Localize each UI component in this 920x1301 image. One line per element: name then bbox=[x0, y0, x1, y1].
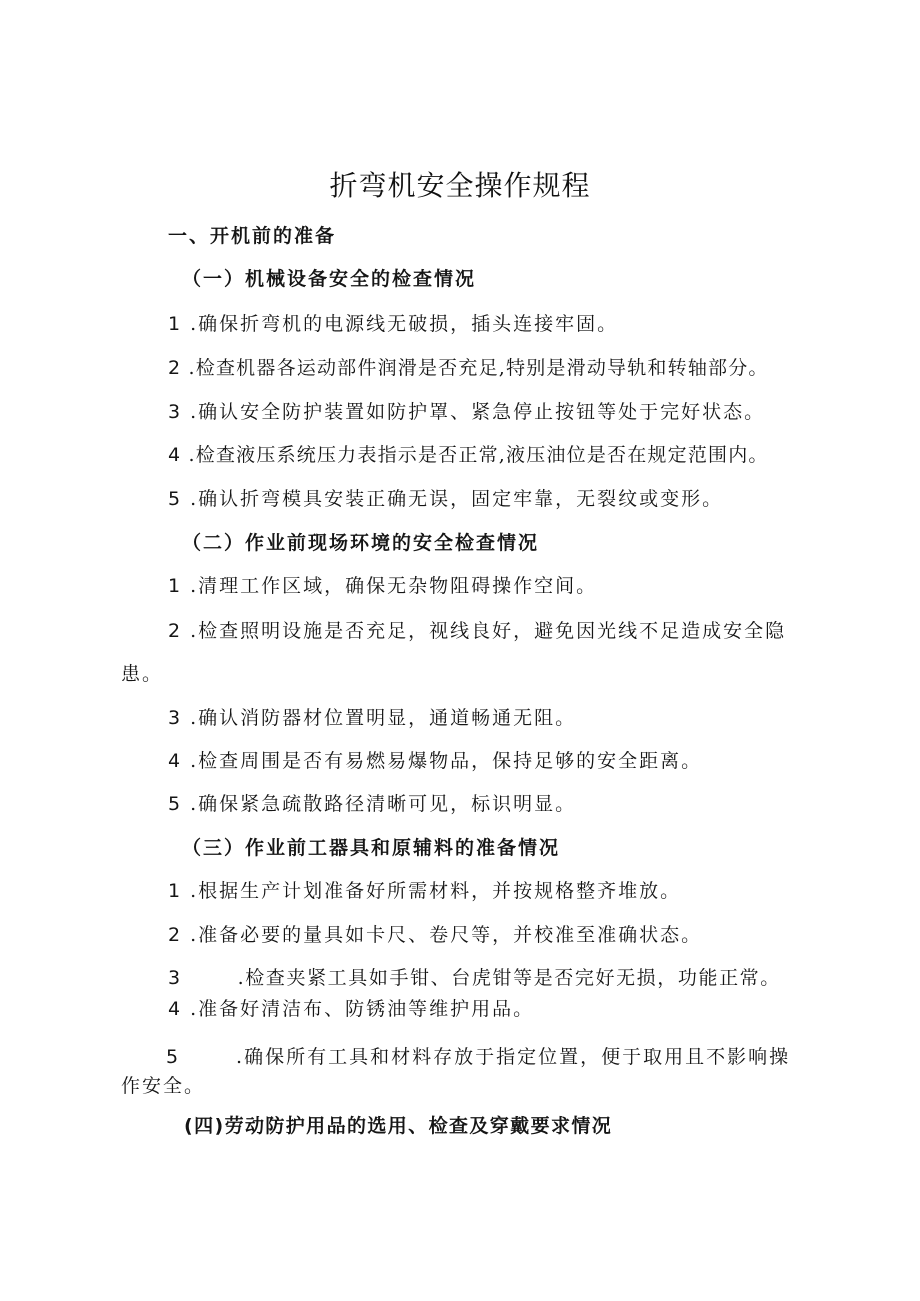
subsection-heading-3: （三）作业前工器具和原辅料的准备情况 bbox=[182, 837, 561, 859]
list-item-number: 2 bbox=[168, 924, 183, 946]
list-item bbox=[168, 877, 681, 905]
subsection-heading-2: （二）作业前现场环境的安全检查情况 bbox=[182, 532, 540, 554]
list-item-number: 3 bbox=[168, 967, 182, 989]
list-item-text: .检查夹紧工具如手钳、台虎钳等是否完好无损，功能正常。 bbox=[237, 967, 781, 989]
list-item-number: 2 bbox=[168, 620, 183, 642]
list-item bbox=[168, 747, 702, 775]
list-item bbox=[168, 704, 576, 732]
section-heading-1: 一、开机前的准备 bbox=[168, 225, 337, 247]
document-title: 折弯机安全操作规程 bbox=[329, 169, 591, 202]
list-item-text: .准备必要的量具如卡尺、卷尺等，并校准至准确状态。 bbox=[190, 924, 703, 946]
list-item bbox=[168, 441, 769, 469]
list-item bbox=[168, 964, 781, 992]
list-item-text: .确保紧急疏散路径清晰可见，标识明显。 bbox=[190, 793, 577, 815]
list-item-text: .检查照明设施是否充足，视线良好，避免因光线不足造成安全隐 bbox=[190, 620, 787, 642]
list-item-number: 5 bbox=[168, 793, 183, 815]
list-item-text: .确认安全防护装置如防护罩、紧急停止按钮等处于完好状态。 bbox=[190, 401, 766, 423]
list-item bbox=[168, 310, 618, 338]
list-item-number: 3 bbox=[168, 401, 183, 423]
list-item-number: 4 bbox=[168, 750, 183, 772]
subsection-heading-4: (四)劳动防护用品的选用、检查及穿戴要求情况 bbox=[184, 1115, 613, 1137]
list-item bbox=[168, 485, 723, 513]
list-item bbox=[168, 921, 702, 949]
list-item bbox=[168, 790, 576, 818]
list-item-number: 5 bbox=[168, 488, 183, 510]
list-item bbox=[168, 995, 534, 1023]
subsection-heading-1: （一）机械设备安全的检查情况 bbox=[182, 268, 477, 290]
list-item-number: 1 bbox=[168, 880, 183, 902]
list-item-text: .确认折弯模具安装正确无误，固定牢靠，无裂纹或变形。 bbox=[190, 488, 724, 510]
list-item bbox=[168, 572, 597, 600]
list-item-text: .根据生产计划准备好所需材料，并按规格整齐堆放。 bbox=[190, 880, 682, 902]
list-item-text: .检查液压系统压力表指示是否正常,液压油位是否在规定范围内。 bbox=[188, 444, 769, 466]
list-item-number: 1 bbox=[168, 313, 183, 335]
list-item-number: 5 bbox=[166, 1046, 181, 1068]
list-item bbox=[168, 617, 786, 645]
list-item bbox=[168, 354, 769, 382]
list-item bbox=[168, 398, 765, 426]
list-item-number: 4 bbox=[168, 444, 182, 466]
list-item-text: .检查机器各运动部件润滑是否充足,特别是滑动导轨和转轴部分。 bbox=[188, 357, 769, 379]
list-item-number: 1 bbox=[168, 575, 183, 597]
list-item-text: .准备好清洁布、防锈油等维护用品。 bbox=[190, 998, 535, 1020]
list-item-continuation: 患。 bbox=[121, 663, 164, 685]
list-item bbox=[166, 1043, 790, 1071]
list-item-continuation: 作安全。 bbox=[121, 1075, 206, 1097]
list-item-text: .清理工作区域，确保无杂物阻碍操作空间。 bbox=[190, 575, 598, 597]
list-item-text: .检查周围是否有易燃易爆物品，保持足够的安全距离。 bbox=[190, 750, 703, 772]
list-item-text: .确保所有工具和材料存放于指定位置，便于取用且不影响操 bbox=[236, 1046, 791, 1068]
list-item-text: .确保折弯机的电源线无破损，插头连接牢固。 bbox=[190, 313, 619, 335]
list-item-number: 2 bbox=[168, 357, 182, 379]
list-item-number: 4 bbox=[168, 998, 183, 1020]
list-item-number: 3 bbox=[168, 707, 183, 729]
list-item-text: .确认消防器材位置明显，通道畅通无阻。 bbox=[190, 707, 577, 729]
